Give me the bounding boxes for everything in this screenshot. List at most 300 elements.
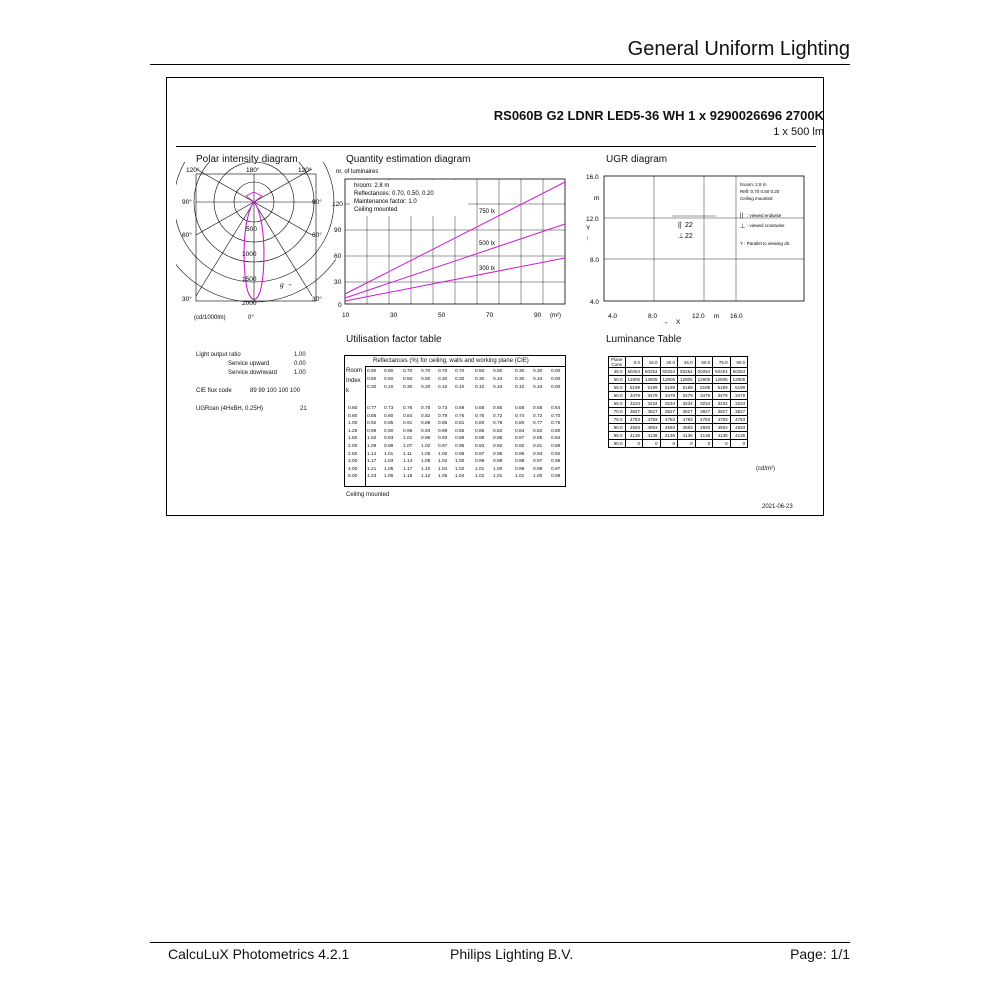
uf-cell: 1.05 — [438, 474, 448, 480]
lum-cell: 4136 — [713, 432, 731, 440]
ugr-xtick: 12.0 — [692, 313, 705, 320]
uf-cell: 0.84 — [551, 436, 561, 442]
quantity-title: Quantity estimation diagram — [346, 154, 471, 165]
lum-cell: 3479 — [730, 392, 748, 400]
lum-col: 60.0 — [695, 357, 713, 368]
quantity-xtick: 90 — [534, 312, 542, 319]
uf-cell: 0.68 — [515, 406, 525, 411]
lum-cell: 0 — [713, 440, 731, 448]
polar-unit: (cd/1000lm) — [194, 315, 226, 321]
lum-row-angle: 65.0 — [609, 400, 626, 408]
uf-refl-cell: 0.80 — [367, 369, 377, 374]
uf-cell: 1.06 — [384, 474, 394, 480]
info-label: Service upward — [228, 361, 270, 367]
lum-corner — [609, 357, 626, 368]
lum-cell: 3479 — [678, 392, 696, 400]
polar-ring-500: 500 — [246, 226, 257, 233]
uf-cell: 0.95 — [455, 444, 465, 449]
uf-cell: 0.75 — [421, 406, 431, 411]
section-divider — [176, 146, 816, 147]
uf-cell: 0.93 — [475, 444, 485, 449]
uf-cell: 0.92 — [493, 444, 503, 449]
polar-angle-top-left: 120° — [186, 167, 200, 174]
info-value: 21 — [300, 406, 307, 412]
uf-cell: 0.82 — [493, 428, 503, 434]
ugr-x-arrow: → — [662, 319, 669, 326]
lum-cell: 4783 — [625, 416, 643, 424]
polar-gamma: g — [280, 282, 284, 289]
ugr-y-axis: Y — [586, 225, 591, 232]
lum-cell: 12805 — [643, 376, 661, 384]
header-rule — [150, 64, 850, 65]
uf-cell: 1.00 — [438, 451, 448, 457]
uf-cell: 0.94 — [533, 451, 543, 457]
uf-refl-cell: 0.50 — [421, 377, 431, 382]
uf-cell: 0.68 — [475, 406, 485, 411]
luminance-unit: (cd/m²) — [756, 466, 775, 472]
quantity-ytick: 90 — [334, 227, 342, 234]
luminance-table — [608, 356, 748, 448]
uf-cell: 0.64 — [551, 406, 561, 411]
lum-cell: 4783 — [713, 416, 731, 424]
quantity-info-line: Maintenance factor: 1.0 — [354, 199, 417, 205]
ugr-ytick: 12.0 — [586, 216, 599, 223]
lum-cell: 4136 — [660, 432, 678, 440]
lum-cell: 4593 — [660, 424, 678, 432]
uf-cell: 0.85 — [384, 421, 394, 427]
uf-cell: 0.93 — [421, 428, 431, 434]
uf-cell: 0.80 — [515, 421, 525, 427]
uf-refl-cell: 0.50 — [384, 377, 394, 382]
lum-row-angle: 85.0 — [609, 432, 626, 440]
uf-cell: 0.89 — [438, 428, 448, 434]
uf-cell: 0.85 — [533, 436, 543, 442]
quantity-info-line: hroom: 2.8 m — [354, 183, 390, 189]
uf-room-index: 4.00 — [348, 466, 358, 472]
uf-cell: 1.01 — [493, 474, 503, 480]
uf-refl-cell: 0.10 — [455, 385, 465, 390]
uf-refl-cell: 0.30 — [515, 369, 525, 374]
lum-cone: Cone — [611, 362, 623, 367]
uf-cell: 0.98 — [493, 459, 503, 465]
uf-cell: 0.97 — [533, 459, 543, 465]
lum-cell: 3479 — [660, 392, 678, 400]
uf-cell: 0.80 — [384, 413, 394, 419]
uf-cell: 1.01 — [403, 436, 413, 442]
uf-cell: 0.90 — [384, 428, 394, 434]
uf-cell: 1.05 — [384, 466, 394, 472]
uf-refl-cell: 0.00 — [551, 385, 561, 390]
lum-cell: 3827 — [713, 408, 731, 416]
lum-cell: 4783 — [643, 416, 661, 424]
lum-cell: 3234 — [730, 400, 748, 408]
lum-cell: 50254 — [730, 368, 748, 376]
uf-cell: 0.88 — [475, 436, 485, 442]
uf-refl-cell: 0.00 — [551, 377, 561, 382]
uf-cell: 0.80 — [551, 428, 561, 434]
uf-cell: 0.72 — [493, 413, 503, 419]
lum-cell: 5199 — [713, 384, 731, 392]
uf-cell: 1.00 — [455, 459, 465, 465]
page-title: General Uniform Lighting — [627, 38, 850, 60]
lum-cell: 3827 — [660, 408, 678, 416]
uf-caption: Reflectances (%) for ceiling, walls and working plane (CIE) — [373, 358, 529, 364]
lum-cell: 3479 — [713, 392, 731, 400]
line-label-500: 500 lx — [479, 241, 496, 247]
info-label: Service downward — [228, 370, 278, 376]
lum-cell: 50254 — [660, 368, 678, 376]
uf-cell: 1.11 — [403, 451, 412, 457]
quantity-ytick: 60 — [334, 253, 342, 260]
uf-refl-cell: 0.70 — [455, 369, 465, 374]
lum-cell: 3827 — [625, 408, 643, 416]
uf-cell: 1.04 — [438, 466, 448, 472]
lum-row — [609, 432, 748, 440]
info-label: UGRcen (4HxBH, 0.25H) — [196, 406, 264, 412]
ugr-legend-line: Y : Parallel to viewing dir. — [740, 241, 791, 246]
uf-cell: 0.84 — [403, 413, 413, 419]
ugr-crosswise-symbol: ⊥ — [678, 233, 685, 240]
uf-refl-cell: 0.10 — [533, 385, 543, 390]
ugr-diagram — [584, 168, 818, 328]
quantity-xunit: (m²) — [550, 313, 561, 319]
quantity-xtick: 70 — [486, 312, 494, 319]
lum-row — [609, 392, 748, 400]
quantity-xtick: 10 — [342, 312, 350, 319]
ugr-legend-line: Refl: 0.70 0.50 0.20 — [740, 189, 780, 194]
uf-cell: 0.77 — [533, 421, 543, 427]
uf-cell: 0.79 — [438, 413, 448, 419]
uf-cell: 0.91 — [403, 421, 413, 427]
lum-cell: 5199 — [643, 384, 661, 392]
footer-company: Philips Lighting B.V. — [450, 946, 574, 962]
uf-cell: 0.97 — [551, 466, 561, 472]
uf-cell: 0.85 — [367, 413, 377, 419]
lum-cell: 3234 — [643, 400, 661, 408]
polar-angle-90-left: 90° — [182, 199, 192, 206]
uf-cell: 1.14 — [367, 451, 377, 457]
uf-cell: 0.89 — [551, 444, 561, 449]
issue-date: 2021-06-23 — [762, 504, 793, 510]
uf-cell: 0.82 — [533, 428, 543, 434]
lum-cell: 50254 — [678, 368, 696, 376]
uf-cell: 0.72 — [533, 413, 543, 419]
uf-refl-cell: 0.10 — [384, 385, 394, 390]
lum-cell: 0 — [643, 440, 661, 448]
uf-refl-cell: 0.20 — [421, 385, 431, 390]
uf-refl-cell: 0.00 — [551, 369, 561, 374]
lum-cell: 5199 — [678, 384, 696, 392]
uf-cell: 1.00 — [533, 474, 543, 480]
lum-row — [609, 424, 748, 432]
lum-row-angle: 80.0 — [609, 424, 626, 432]
uf-room-index: 1.50 — [348, 436, 358, 442]
ugr-legend-line: : viewed endwise — [747, 213, 782, 218]
uf-cell: 1.17 — [367, 459, 377, 465]
lum-col: 15.0 — [643, 357, 661, 368]
uf-cell: 1.21 — [367, 466, 377, 472]
lum-col: 45.0 — [678, 357, 696, 368]
lum-col: 90.0 — [730, 357, 748, 368]
ugr-crosswise-value: 22 — [685, 233, 693, 240]
luminaire-name: RS060B G2 LDNR LED5-36 WH 1 x 9290026696 2700K — [493, 108, 824, 123]
uf-cell: 0.75 — [475, 413, 485, 419]
uf-cell: 0.98 — [367, 428, 377, 434]
uf-room-index: 0.60 — [348, 406, 358, 411]
uf-cell: 1.09 — [367, 444, 377, 449]
uf-footer: Ceiling mounted — [346, 492, 390, 498]
uf-cell: 1.02 — [475, 474, 485, 480]
uf-cell: 0.81 — [455, 421, 465, 427]
uf-refl-cell: 0.10 — [493, 385, 503, 390]
uf-refl-cell: 0.30 — [455, 377, 465, 382]
uf-refl-cell: 0.30 — [367, 385, 377, 390]
uf-cell: 0.82 — [421, 413, 431, 419]
line-label-750: 750 lx — [479, 209, 496, 215]
uf-cell: 0.69 — [455, 406, 465, 411]
lum-cell: 5199 — [730, 384, 748, 392]
polar-gamma-arrow: → — [286, 281, 293, 288]
lum-cell: 5199 — [625, 384, 643, 392]
uf-cell: 1.07 — [403, 444, 413, 449]
ugr-legend-line: Ceiling mounted — [740, 196, 773, 201]
info-value: 1.00 — [294, 370, 306, 376]
ugr-ytick: 8.0 — [590, 257, 600, 264]
lum-cell: 0 — [660, 440, 678, 448]
uf-cell: 1.01 — [384, 451, 394, 457]
quantity-chart — [330, 164, 570, 324]
ugr-title: UGR diagram — [606, 154, 668, 165]
uf-cell: 0.88 — [421, 421, 431, 427]
uf-cell: 0.95 — [493, 451, 503, 457]
info-label: Light output ratio — [196, 352, 241, 358]
lum-cell: 50254 — [713, 368, 731, 376]
quantity-xtick: 50 — [438, 312, 446, 319]
uf-cell: 1.03 — [384, 459, 394, 465]
info-value: 1.00 — [294, 352, 306, 358]
uf-cell: 1.04 — [455, 474, 465, 480]
uf-room-index: 1.25 — [348, 428, 358, 434]
lum-cell: 50254 — [625, 368, 643, 376]
lum-cell: 12805 — [625, 376, 643, 384]
uf-room: Room — [346, 368, 363, 374]
uf-refl-cell: 0.70 — [438, 369, 448, 374]
polar-angle-60-left: 60° — [182, 232, 192, 239]
uf-cell: 0.86 — [493, 436, 503, 442]
footer-page: Page: 1/1 — [790, 946, 850, 962]
footer-rule — [150, 942, 850, 943]
uf-cell: 0.87 — [515, 436, 525, 442]
uf-cell: 0.99 — [533, 466, 543, 472]
lum-cell: 50254 — [695, 368, 713, 376]
lum-cell: 5199 — [695, 384, 713, 392]
lum-cell: 12805 — [713, 376, 731, 384]
lum-cell: 0 — [730, 440, 748, 448]
lum-row — [609, 408, 748, 416]
uf-refl-cell: 0.50 — [403, 377, 413, 382]
lum-row — [609, 368, 748, 376]
uf-cell: 0.91 — [533, 444, 543, 449]
uf-cell: 0.85 — [475, 428, 485, 434]
ugr-xtick: 8.0 — [648, 313, 658, 320]
quantity-ytick: 30 — [334, 279, 342, 286]
lum-cell: 4136 — [730, 432, 748, 440]
uf-refl-cell: 0.30 — [533, 369, 543, 374]
uf-cell: 1.02 — [438, 459, 448, 465]
polar-title: Polar intensity diagram — [196, 154, 298, 165]
lum-cell: 3479 — [643, 392, 661, 400]
ugr-legend-line: hroom: 2.8 m — [740, 182, 767, 187]
lum-cell: 3479 — [695, 392, 713, 400]
lum-cell: 4136 — [643, 432, 661, 440]
lum-cell: 3234 — [625, 400, 643, 408]
polar-angle-top-right: 120° — [298, 167, 312, 174]
uf-refl-cell: 0.70 — [403, 369, 413, 374]
lum-cell: 4136 — [695, 432, 713, 440]
uf-refl-cell: 0.10 — [438, 385, 448, 390]
uf-cell: 1.08 — [421, 459, 431, 465]
uf-cell: 0.76 — [403, 406, 413, 411]
uf-cell: 1.02 — [421, 444, 431, 449]
ugr-legend-crosswise-symbol: ⊥ — [740, 224, 746, 230]
quantity-ytick: 0 — [338, 302, 342, 309]
uf-cell: 1.02 — [367, 436, 377, 442]
lum-cell: 4593 — [643, 424, 661, 432]
quantity-info-line: Reflectances: 0.70, 0.50, 0.20 — [354, 191, 434, 197]
lum-cell: 4783 — [730, 416, 748, 424]
uf-refl-cell: 0.30 — [475, 377, 485, 382]
lum-row — [609, 376, 748, 384]
ugr-y-arrow: ↑ — [586, 235, 590, 242]
uf-divider — [365, 366, 366, 486]
uf-cell: 1.01 — [475, 466, 485, 472]
info-label: CIE flux code — [196, 388, 232, 394]
line-label-300: 300 lx — [479, 266, 496, 272]
lum-row — [609, 384, 748, 392]
uf-cell: 1.12 — [421, 474, 431, 480]
uf-cell: 0.98 — [384, 444, 394, 449]
lum-cell: 5199 — [660, 384, 678, 392]
lum-cell: 4593 — [695, 424, 713, 432]
lum-plane: Plane — [611, 357, 623, 362]
ugr-legend-endwise-symbol: || — [740, 213, 744, 219]
lum-cell: 12805 — [678, 376, 696, 384]
uf-cell: 0.80 — [475, 421, 485, 427]
lum-cell: 12805 — [730, 376, 748, 384]
uf-divider — [365, 366, 565, 367]
uf-refl-cell: 0.30 — [438, 377, 448, 382]
uf-cell: 0.99 — [515, 466, 525, 472]
luminance-title: Luminance Table — [606, 334, 682, 345]
uf-room-index: 0.80 — [348, 413, 358, 419]
lum-cell: 3827 — [678, 408, 696, 416]
lum-row-angle: 60.0 — [609, 392, 626, 400]
lum-cell: 4783 — [695, 416, 713, 424]
uf-cell: 0.77 — [367, 406, 377, 411]
lamp-flux: 1 x 500 lm — [773, 126, 824, 138]
uf-cell: 0.78 — [493, 421, 503, 427]
uf-cell: 1.00 — [493, 466, 503, 472]
footer-software: CalcuLuX Photometrics 4.2.1 — [168, 946, 350, 962]
lum-col: 75.0 — [713, 357, 731, 368]
lum-cell: 4593 — [678, 424, 696, 432]
lum-row-angle: 50.0 — [609, 376, 626, 384]
quantity-ylabel: nr. of luminaires — [336, 169, 379, 175]
lum-cell: 4783 — [660, 416, 678, 424]
lum-row-angle: 90.0 — [609, 440, 626, 448]
uf-cell: 0.98 — [455, 451, 465, 457]
ugr-ytick: 16.0 — [586, 174, 599, 181]
lum-cell: 3827 — [695, 408, 713, 416]
polar-ring-1500: 1500 — [242, 276, 257, 283]
uf-cell: 0.96 — [403, 428, 413, 434]
lum-row — [609, 416, 748, 424]
uf-refl-cell: 0.10 — [533, 377, 543, 382]
uf-cell: 0.92 — [551, 451, 561, 457]
lum-row-angle: 75.0 — [609, 416, 626, 424]
lum-cell: 3479 — [625, 392, 643, 400]
uf-cell: 0.99 — [475, 459, 485, 465]
polar-diagram — [176, 162, 336, 322]
uf-cell: 0.74 — [515, 413, 525, 419]
lum-row — [609, 440, 748, 448]
lum-cell: 3234 — [695, 400, 713, 408]
uf-cell: 0.93 — [384, 436, 394, 442]
lum-col: 30.0 — [660, 357, 678, 368]
uf-cell: 0.70 — [551, 413, 561, 419]
lum-cell: 3827 — [643, 408, 661, 416]
uf-cell: 0.93 — [438, 436, 448, 442]
uf-cell: 1.23 — [367, 474, 377, 480]
uf-cell: 0.97 — [475, 451, 485, 457]
lum-row-angle: 70.0 — [609, 408, 626, 416]
uf-cell: 0.86 — [455, 428, 465, 434]
uf-cell: 0.73 — [438, 406, 448, 411]
info-value: 89 99 100 100 100 — [250, 388, 301, 394]
uf-cell: 1.05 — [421, 451, 431, 457]
quantity-info-line: Ceiling mounted — [354, 207, 398, 213]
uf-refl-cell: 0.50 — [367, 377, 377, 382]
uf-refl-cell: 0.50 — [475, 369, 485, 374]
lum-cell: 0 — [625, 440, 643, 448]
uf-cell: 0.65 — [533, 406, 543, 411]
polar-angle-90-right: 90° — [312, 199, 322, 206]
uf-room-index: 3.00 — [348, 459, 358, 465]
uf-cell: 0.96 — [421, 436, 431, 442]
uf-room-index: 1.00 — [348, 421, 358, 427]
uf-cell: 1.02 — [455, 466, 465, 472]
polar-ring-1000: 1000 — [242, 251, 257, 258]
polar-angle-30-left: 30° — [182, 296, 192, 303]
lum-cell: 0 — [695, 440, 713, 448]
uf-refl-cell: 0.10 — [493, 377, 503, 382]
uf-refl-cell: 0.50 — [493, 369, 503, 374]
uf-cell: 0.95 — [515, 451, 525, 457]
uf-cell: 0.98 — [515, 459, 525, 465]
uf-cell: 1.14 — [403, 459, 413, 465]
polar-zero: 0° — [248, 315, 254, 321]
ugr-x-axis: X — [676, 319, 681, 326]
uf-refl-cell: 0.30 — [403, 385, 413, 390]
uf-cell: 0.76 — [551, 421, 561, 427]
uf-cell: 0.95 — [551, 459, 561, 465]
uf-table — [344, 355, 566, 487]
uf-room-index: 2.00 — [348, 444, 358, 449]
uf-cell: 0.92 — [515, 444, 525, 449]
lum-cell: 12805 — [660, 376, 678, 384]
uf-cell: 0.84 — [515, 428, 525, 434]
ugr-legend-line: : viewed crosswise — [747, 223, 785, 228]
